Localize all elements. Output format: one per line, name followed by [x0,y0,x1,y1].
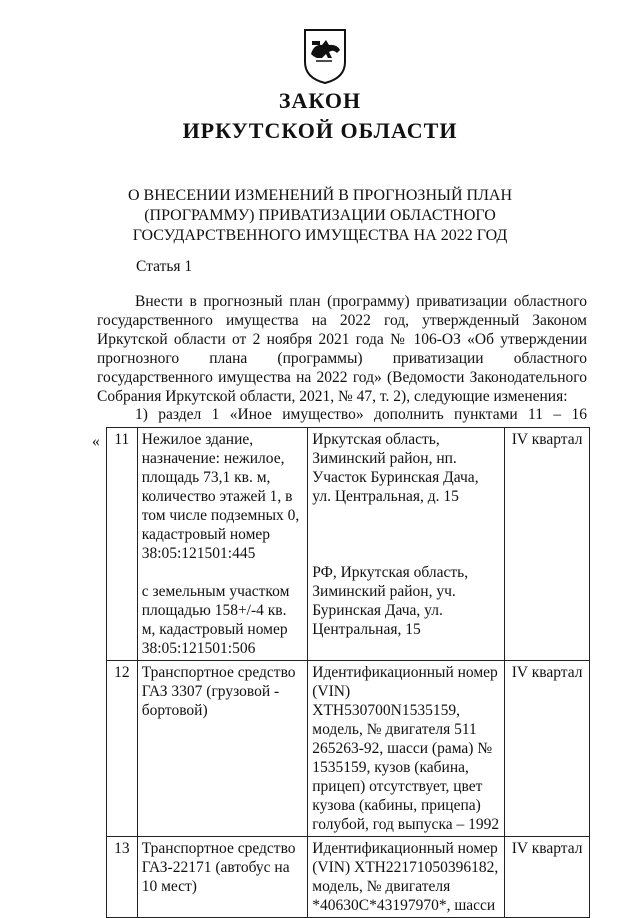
law-title: ЗАКОН [278,88,362,113]
privatization-period: IV квартал [505,661,590,837]
privatization-period: IV квартал [505,837,590,918]
property-name-main: Нежилое здание, назначение: нежилое, площадь 73,1 кв. м, количество этажей 1, в том числе подземных 0, кадастровый номер 38:05:121501:445 [141,431,300,562]
intro-paragraph: Внести в прогнозный план (программу) приватизации областного государственного имущества на 2022 год, утвержденный Законом Иркутской области от 2 ноября 2021 года № 106-ОЗ «Об утверждении прогнозного плана (программы) приватизации областного государственного имущества на 2022 год» (Ведомости Законодательного Собрания Иркутской области, 2021, № 47, т. 2), следующие изменения: [97,293,587,405]
property-name: Транспортное средство ГАЗ 3307 (грузовой - бортовой) [137,661,308,837]
row-number: 11 [107,428,138,661]
table-row [107,837,590,918]
table-row [107,428,590,661]
article-heading: Статья 1 [136,258,193,275]
law-subtitle: О ВНЕСЕНИИ ИЗМЕНЕНИЙ В ПРОГНОЗНЫЙ ПЛАН (ПРОГРАММУ) ПРИВАТИЗАЦИИ ОБЛАСТНОГО ГОСУДАРСТВЕННОГО ИМУЩЕСТВА НА 2022 ГОД [127,187,513,244]
property-location [308,428,505,661]
region-title: ИРКУТСКОЙ ОБЛАСТИ [182,118,458,143]
coat-of-arms-icon [302,28,348,84]
property-table [106,427,590,918]
property-location-extra: РФ, Иркутская область, Зиминский район, уч. Буринская Дача, ул. Центральная, 15 [312,564,469,638]
property-location: Идентификационный номер (VIN) ХТН22171050396182, модель, № двигателя *40630С*43197970*, шасси [308,837,505,918]
privatization-period: IV квартал [505,428,590,661]
property-name [137,428,308,661]
property-location: Идентификационный номер (VIN) ХТН530700N1535159, модель, № двигателя 511 265263-92, шасси (рама) № 1535159, кузов (кабина, прицеп) отсутствует, цвет кузова (кабины, прицепа) голубой, год выпуска – 1992 [308,661,505,837]
opening-quote: « [92,433,100,450]
property-name: Транспортное средство ГАЗ-22171 (автобус на 10 мест) [137,837,308,918]
row-number: 13 [107,837,138,918]
table-row [107,661,590,837]
item-1-paragraph: 1) раздел 1 «Иное имущество» дополнить пунктами 11 – 16 [135,406,587,423]
property-location-main: Иркутская область, Зиминский район, нп. Участок Буринская Дача, ул. Центральная, д. 15 [312,431,479,505]
property-name-extra: с земельным участком площадью 158+/-4 кв. м, кадастровый номер 38:05:121501:506 [141,583,290,657]
row-number: 12 [107,661,138,837]
